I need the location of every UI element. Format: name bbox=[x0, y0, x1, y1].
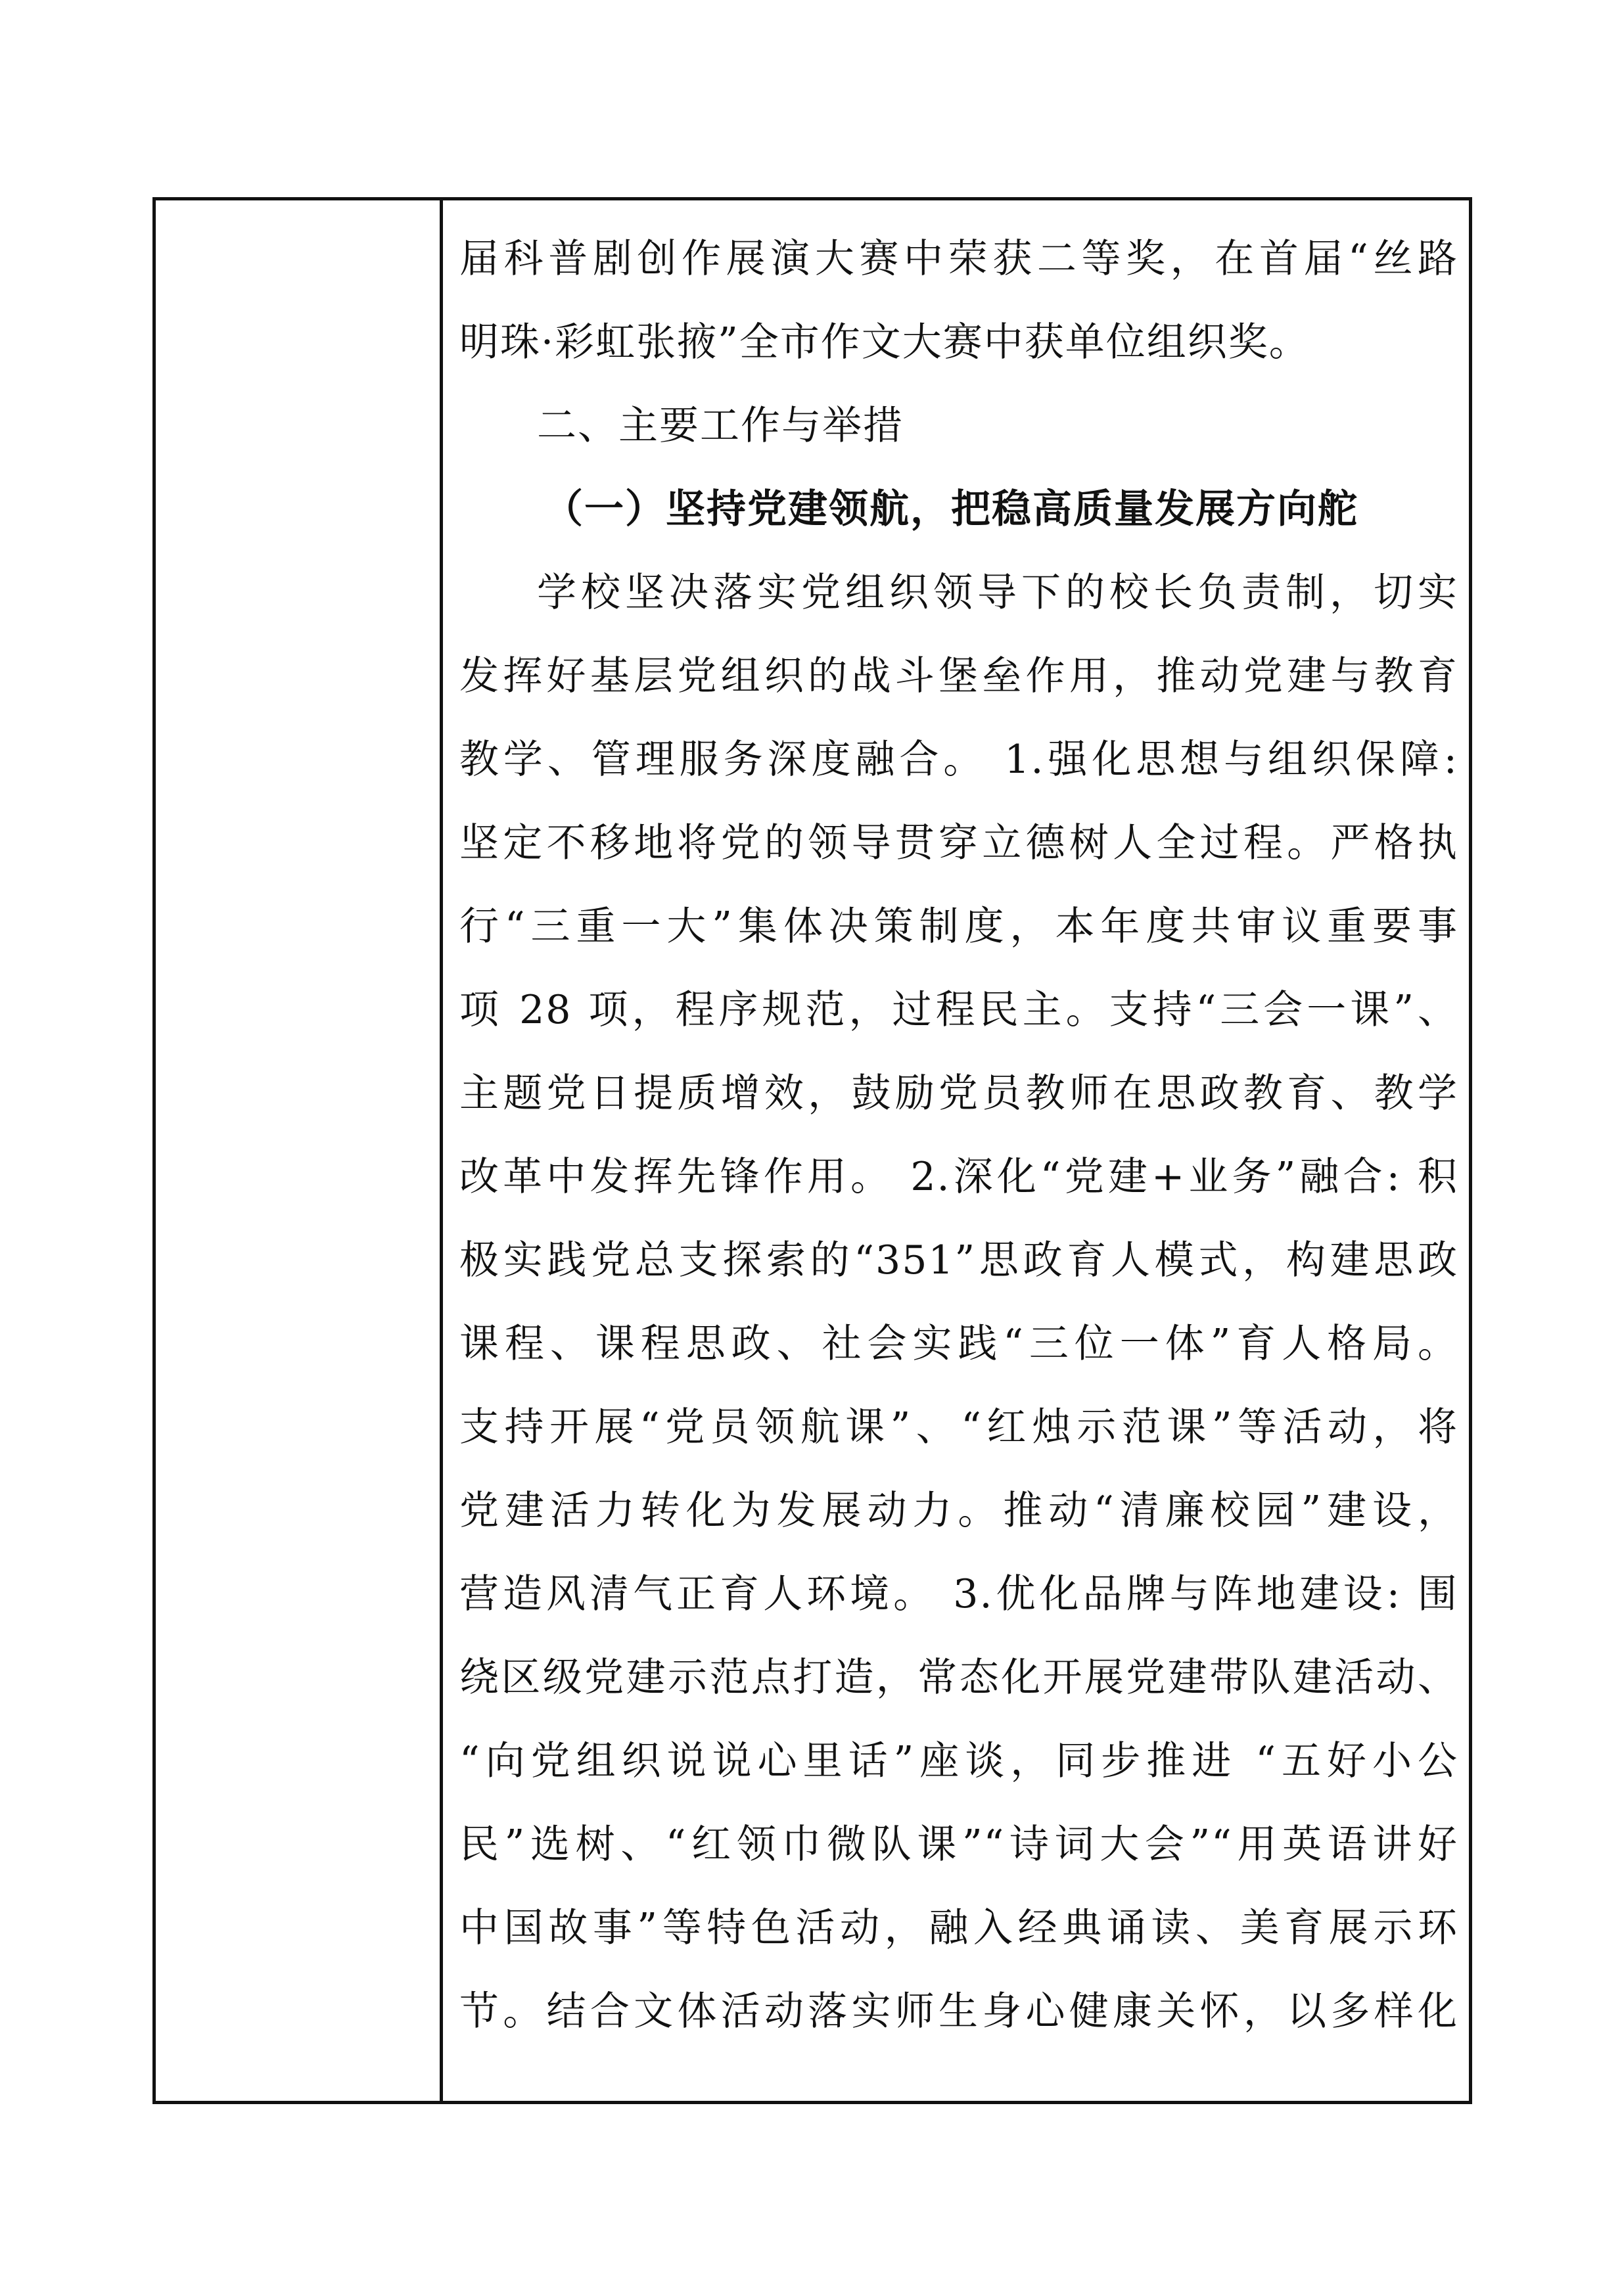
text-line-13: 支持开展“党员领航课”、“红烛示范课”等活动，将 bbox=[459, 1404, 1458, 1450]
text-line-7: 行“三重一大”集体决策制度，本年度共审议重要事 bbox=[459, 904, 1458, 950]
text-line-18: 民”选树、“红领巾微队课”“诗词大会”“用英语讲好 bbox=[459, 1822, 1458, 1868]
text-line-14: 党建活力转化为发展动力。推动“清廉校园”建设， bbox=[459, 1488, 1458, 1534]
subsection-heading: （一）坚持党建领航，把稳高质量发展方向舵 bbox=[544, 486, 1358, 532]
text-line-8: 项 28 项，程序规范，过程民主。支持“三会一课”、 bbox=[459, 987, 1458, 1033]
table-left-column bbox=[156, 200, 443, 2101]
table-content-cell bbox=[459, 218, 1458, 2054]
text-line-19: 中国故事”等特色活动，融入经典诵读、美育展示环 bbox=[459, 1905, 1458, 1951]
section-heading: 二、主要工作与举措 bbox=[537, 403, 904, 449]
text-line-15: 营造风清气正育人环境。 3.优化品牌与阵地建设: 围 bbox=[459, 1571, 1458, 1617]
text-line-16: 绕区级党建示范点打造，常态化开展党建带队建活动、 bbox=[459, 1655, 1458, 1701]
text-line-6: 坚定不移地将党的领导贯穿立德树人全过程。严格执 bbox=[459, 820, 1458, 866]
text-line-4: 发挥好基层党组织的战斗堡垒作用，推动党建与教育 bbox=[459, 653, 1458, 699]
text-line-1: 届科普剧创作展演大赛中荣获二等奖，在首届“丝路 bbox=[459, 236, 1458, 282]
text-line-3: 学校坚决落实党组织领导下的校长负责制，切实 bbox=[537, 570, 1458, 616]
text-line-9: 主题党日提质增效，鼓励党员教师在思政教育、教学 bbox=[459, 1070, 1458, 1116]
content-table bbox=[152, 197, 1472, 2104]
text-line-17: “向党组织说说心里话”座谈，同步推进 “五好小公 bbox=[459, 1738, 1458, 1784]
text-line-20: 节。结合文体活动落实师生身心健康关怀，以多样化 bbox=[459, 1988, 1458, 2034]
text-line-2: 明珠·彩虹张掖”全市作文大赛中获单位组织奖。 bbox=[459, 319, 1310, 365]
text-line-10: 改革中发挥先锋作用。 2.深化“党建+业务”融合: 积 bbox=[459, 1154, 1458, 1200]
text-line-12: 课程、课程思政、社会实践“三位一体”育人格局。 bbox=[459, 1321, 1458, 1367]
text-line-11: 极实践党总支探索的“351”思政育人模式，构建思政 bbox=[459, 1237, 1458, 1283]
text-line-5: 教学、管理服务深度融合。 1.强化思想与组织保障: bbox=[459, 737, 1458, 783]
